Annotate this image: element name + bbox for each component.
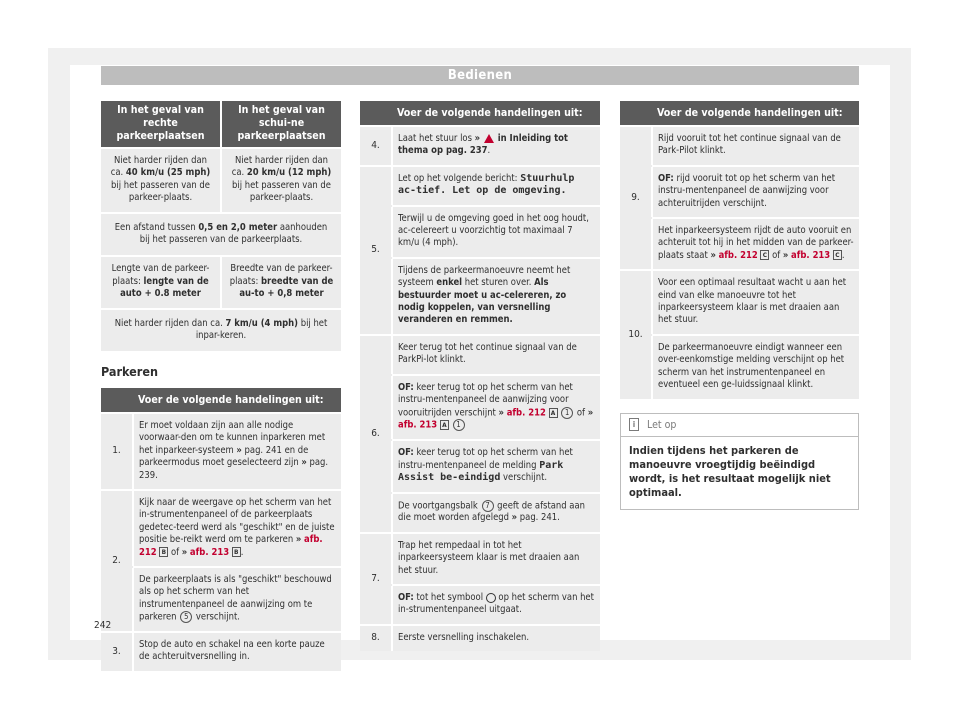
step-number: 1. — [101, 414, 133, 489]
step-row — [360, 127, 600, 165]
step-text: OF: rijd vooruit tot op het scherm van het instru-mentenpaneel de aanwijzing voor achteruitrijden verschijnt. — [652, 167, 859, 217]
page-link[interactable]: pag. 241 — [519, 512, 558, 524]
callout-marker: 1 — [453, 419, 465, 431]
note-title: Let op — [647, 418, 677, 431]
comparison-header — [101, 101, 341, 147]
right-column — [620, 101, 859, 510]
step-row — [360, 441, 600, 491]
figure-link[interactable]: afb. 212 — [139, 534, 323, 558]
arrow-icon: » — [498, 407, 504, 418]
comparison-row — [101, 149, 341, 212]
step-row — [360, 534, 600, 584]
step-number: 7. — [360, 534, 392, 624]
arrow-icon: » — [782, 249, 789, 261]
middle-column — [360, 101, 600, 651]
callout-marker: 1 — [561, 407, 573, 419]
step-number: 8. — [360, 626, 392, 651]
note-body: Indien tijdens het parkeren de manoeuvre vroegtijdig beëindigd wordt, is het resultaat mogelijk niet optimaal. — [629, 443, 831, 499]
section-banner: Bedienen — [101, 66, 859, 85]
step-text: Kijk naar de weergave op het scherm van het in-strumentenpaneel of de parkeerplaats gedetec-teerd werd als "geschikt" en de juiste positie be-reikt werd om te parkeren » afb. 212 B of » afb. 213 B . — [133, 491, 341, 566]
step-row — [360, 259, 600, 334]
speed-angled: Niet harder rijden dan ca. 20 km/u (12 mph) bij het passeren van de parkeer-plaats. — [221, 149, 341, 212]
steps-table-right — [620, 101, 859, 399]
step-row — [360, 336, 600, 374]
steps-header — [101, 388, 341, 412]
arrow-icon: » — [236, 444, 242, 456]
width-angled: Breedte van de parkeer-plaats: breedte van de au-to + 0,8 meter — [221, 257, 341, 307]
step-row — [101, 633, 341, 671]
step-text: OF: keer terug tot op het scherm van het instru-mentenpaneel de aanwijzing voor vooruitrijden verschijnt » afb. 212 A 1 of » afb. 213 A 1 — [392, 376, 600, 440]
figure-link[interactable]: afb. 212 — [718, 249, 758, 261]
length-straight: Lengte van de parkeer-plaats: lengte van de auto + 0.8 meter — [101, 257, 221, 307]
callout-marker: 7 — [482, 500, 494, 512]
arrow-icon: » — [710, 249, 716, 261]
callout-marker: 5 — [180, 611, 192, 623]
arrow-icon: » — [295, 534, 302, 546]
step-row — [620, 127, 859, 165]
step-text: OF: keer terug tot op het scherm van het instru-mentenpaneel de melding Park Assist be-eindigd verschijnt. — [392, 441, 600, 491]
steps-header — [360, 101, 600, 125]
speed-comparison-table — [101, 101, 341, 351]
step-text: Let op het volgende bericht: Stuurhulp ac-tief. Let op de omgeving. — [392, 167, 600, 205]
step-number: 3. — [101, 633, 133, 671]
figure-marker-b: B — [232, 547, 241, 557]
arrow-icon: » — [587, 407, 594, 418]
arrow-icon: » — [511, 512, 518, 524]
step-row — [360, 494, 600, 532]
step-text: OF: tot het symbool op het scherm van het in-strumentenpaneel uitgaat. — [392, 586, 600, 624]
arrow-icon: » — [474, 133, 481, 144]
comparison-row — [101, 257, 341, 307]
step-row — [360, 167, 600, 205]
speed-straight: Niet harder rijden dan ca. 40 km/u (25 mph) bij het passeren van de parkeer-plaats. — [101, 149, 221, 212]
step-row — [360, 626, 600, 651]
step-number: 4. — [360, 127, 392, 165]
step-row — [620, 219, 859, 269]
steps-header-label: Voer de volgende handelingen uit: — [138, 393, 324, 406]
step-text: Trap het rempedaal in tot het inparkeersysteem klaar is met draaien aan het stuur. — [392, 534, 600, 584]
step-row — [620, 271, 859, 334]
warning-icon — [484, 134, 494, 143]
step-text: Laat het stuur los » in Inleiding tot thema op pag. 237. — [392, 127, 600, 165]
step-row — [101, 414, 341, 489]
step-text: Tijdens de parkeermanoeuvre neemt het systeem enkel het sturen over. Als bestuurder moet u ac-celereren, zo nodig koppelen, van versnelling veranderen en remmen. — [392, 259, 600, 334]
figure-link[interactable]: afb. 213 — [791, 249, 831, 261]
figure-marker-c: C — [833, 250, 842, 260]
step-row — [101, 491, 341, 566]
page-link[interactable]: in Inleiding tot thema op pag. 237 — [398, 133, 568, 157]
step-number: 6. — [360, 336, 392, 532]
page-number: 242 — [94, 620, 112, 631]
page-link[interactable]: pag. 241 — [244, 444, 282, 456]
step-text: Er moet voldaan zijn aan alle nodige voorwaar-den om te kunnen inparkeren met het inparkeer-systeem » pag. 241 en de parkeermodus moet geselecteerd zijn » pag. 239. — [133, 414, 341, 489]
steps-header — [620, 101, 859, 125]
note-box — [620, 413, 859, 510]
figure-link[interactable]: afb. 213 — [189, 546, 230, 558]
comparison-row — [101, 214, 341, 256]
step-number: 5. — [360, 167, 392, 334]
arrow-icon: » — [301, 457, 307, 469]
left-column — [101, 101, 341, 671]
step-text: De voortgangsbalk 7 geeft de afstand aan die moet worden afgelegd » pag. 241. — [392, 494, 600, 532]
header-straight-spaces: In het geval van rechte parkeerplaatsen — [116, 104, 205, 142]
step-text: Rijd vooruit tot het continue signaal van de Park-Pilot klinkt. — [652, 127, 859, 165]
step-row — [620, 167, 859, 217]
section-heading-parkeren: Parkeren — [101, 364, 158, 380]
comparison-row — [101, 310, 341, 352]
step-row — [620, 336, 859, 399]
steps-header-label: Voer de volgende handelingen uit: — [397, 106, 583, 119]
step-text: Keer terug tot het continue signaal van de ParkPi-lot klinkt. — [392, 336, 600, 374]
step-number: 9. — [620, 127, 652, 269]
step-row — [360, 376, 600, 440]
step-number: 2. — [101, 491, 133, 631]
figure-marker-a: A — [440, 420, 449, 430]
page-link[interactable]: pag. 239 — [139, 457, 329, 481]
figure-marker-b: B — [159, 547, 168, 557]
arrow-icon: » — [181, 546, 188, 558]
step-text: Voor een optimaal resultaat wacht u aan het eind van elke manoeuvre tot het inparkeersysteem klaar is met draaien aan het stuur. — [652, 271, 859, 334]
step-row — [360, 207, 600, 257]
figure-marker-c: C — [760, 250, 769, 260]
info-icon: i — [629, 418, 639, 431]
header-angled-spaces: In het geval van schui-ne parkeerplaatsen — [221, 101, 341, 147]
parking-speed-note: Niet harder rijden dan ca. 7 km/u (4 mph) bij het inpar-keren. — [101, 310, 341, 352]
steering-wheel-icon — [486, 593, 496, 603]
steps-header-label: Voer de volgende handelingen uit: — [657, 106, 843, 119]
steps-table-left — [101, 388, 341, 671]
step-row — [101, 568, 341, 631]
figure-link[interactable]: afb. 213 — [398, 419, 438, 431]
step-text: De parkeerplaats is als "geschikt" beschouwd als op het scherm van het instrumentenpaneel de aanwijzing om te parkeren 5 verschijnt. — [133, 568, 341, 631]
step-text: Het inparkeersysteem rijdt de auto vooruit en achteruit tot hij in het midden van de parkeer-plaats staat » afb. 212 C of » afb. 213 C . — [652, 219, 859, 269]
figure-link[interactable]: afb. 212 — [506, 407, 546, 418]
step-row — [360, 586, 600, 624]
distance-note: Een afstand tussen 0,5 en 2,0 meter aanhouden bij het passeren van de parkeerplaats. — [101, 214, 341, 256]
step-text: Terwijl u de omgeving goed in het oog houdt, ac-celereert u voorzichtig tot maximaal 7 km/u (4 mph). — [392, 207, 600, 257]
figure-marker-a: A — [549, 408, 558, 418]
display-message: Park Assist be-eindigd — [398, 459, 564, 484]
step-text: Eerste versnelling inschakelen. — [392, 626, 600, 651]
step-text: De parkeermanoeuvre eindigt wanneer een over-eenkomstige melding verschijnt op het scherm van het instrumentenpaneel en eventueel een ge-luidssignaal klinkt. — [652, 336, 859, 399]
note-header — [621, 414, 858, 437]
step-number: 10. — [620, 271, 652, 398]
step-text: Stop de auto en schakel na een korte pauze de achteruitversnelling in. — [133, 633, 341, 671]
display-message: Stuurhulp ac-tief. Let op de omgeving. — [398, 172, 575, 197]
steps-table-middle — [360, 101, 600, 651]
